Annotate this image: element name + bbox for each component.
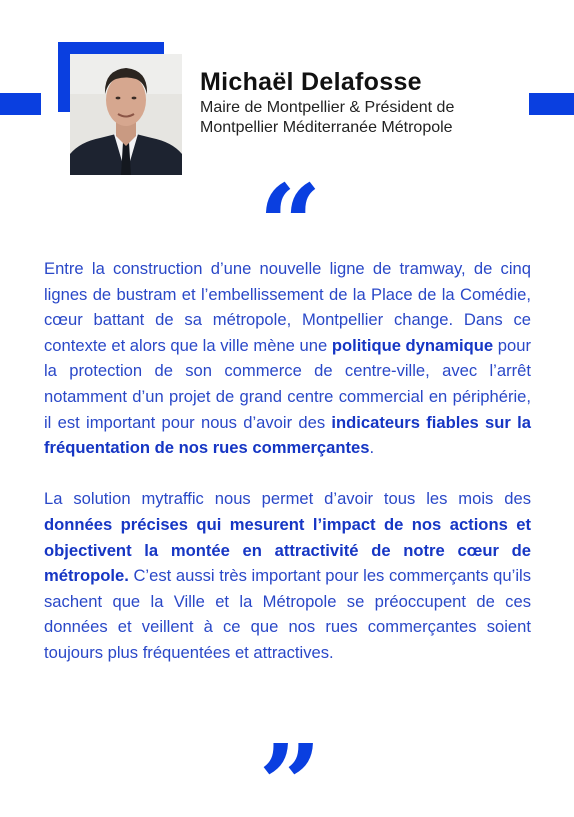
- decorative-bar-left: [0, 93, 41, 115]
- quote-p1-highlight-1: politique dynamique: [331, 335, 494, 355]
- portrait-illustration: [70, 54, 182, 175]
- person-role-line-2: Montpellier Méditerranée Métropole: [200, 119, 453, 136]
- quote-p1-highlight-2: indicateurs fiables sur la fréquentation de nos rues commerçantes: [44, 412, 531, 458]
- quote-p1-text-2: pour la protection de son commerce de centre-ville, avec l’arrêt notamment d’un projet de grand centre commercial en périphérie, il est important pour nous d’avoir des: [44, 335, 531, 432]
- quote-p2-highlight-1: données précises qui mesurent l’impact de nos actions et objectivent la montée en attractivité de notre cœur de métropole.: [44, 514, 531, 586]
- quote-body: [44, 256, 531, 691]
- close-quote-icon: ”: [258, 720, 322, 817]
- quote-paragraph-1: [44, 256, 531, 461]
- open-quote-icon: “: [258, 160, 322, 289]
- person-role-line-1: Maire de Montpellier & Président de: [200, 99, 455, 116]
- quote-p2-text-2: C’est aussi très important pour les commerçants qu’ils sachent que la Ville et la Métropole se préoccupent de ces données et veillent à ce que nos rues commerçantes soient toujours plus fréquentées et attractives.: [44, 566, 531, 662]
- person-name: Michaël Delafosse: [200, 68, 422, 96]
- quote-p1-text-3: .: [369, 438, 375, 458]
- person-role: [200, 98, 454, 138]
- quote-paragraph-2: [44, 486, 531, 665]
- decorative-bar-right: [529, 93, 574, 115]
- quote-p1-text-1: Entre la construction d’une nouvelle ligne de tramway, de cinq lignes de bustram et l’embellissement de la Place de la Comédie, cœur battant de sa métropole, Montpellier change. Dans ce contexte et alors que la ville mène une: [44, 259, 531, 355]
- portrait-photo: [70, 54, 182, 175]
- quote-p2-text-1: La solution mytraffic nous permet d’avoir tous les mois des: [44, 489, 531, 509]
